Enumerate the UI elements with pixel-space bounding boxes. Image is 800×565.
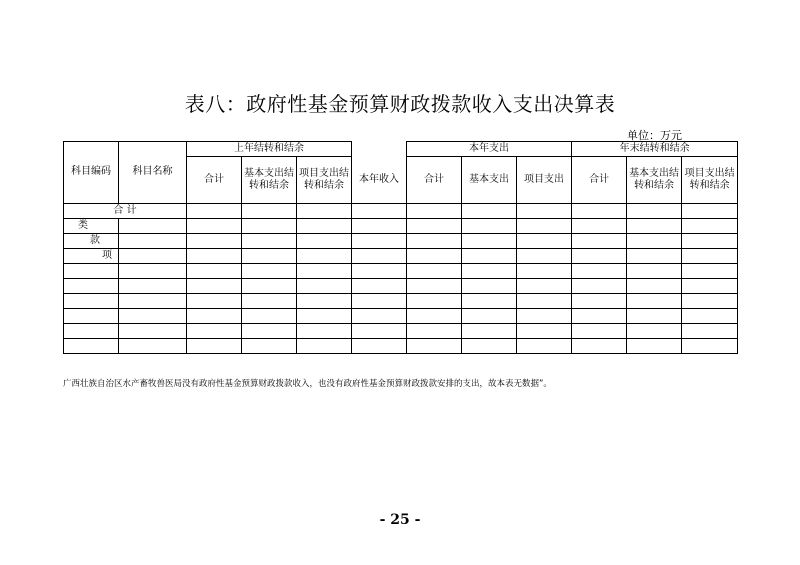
table-row-lei (64, 219, 738, 234)
header-prev-group: 上年结转和结余 (187, 142, 352, 157)
header-exp-project: 项目支出 (517, 157, 572, 204)
table-row (64, 294, 738, 309)
table-row-xiang (64, 249, 738, 264)
table-row (64, 309, 738, 324)
header-name: 科目名称 (119, 142, 187, 204)
row-kuan-label: 款 (64, 234, 119, 249)
table-row (64, 279, 738, 294)
page-title: 表八：政府性基金预算财政拨款收入支出决算表 (184, 92, 616, 116)
table-row (64, 339, 738, 354)
header-prev-basic: 基本支出结转和结余 (242, 157, 297, 204)
table-row (64, 264, 738, 279)
row-lei-label: 类 (64, 219, 119, 234)
header-prev-total: 合计 (187, 157, 242, 204)
header-expense-group: 本年支出 (407, 142, 572, 157)
header-income: 本年收入 (352, 157, 407, 204)
table-row-kuan (64, 234, 738, 249)
header-prev-project: 项目支出结转和结余 (297, 157, 352, 204)
header-end-group: 年末结转和结余 (572, 142, 738, 157)
header-exp-basic: 基本支出 (462, 157, 517, 204)
budget-table (63, 141, 738, 354)
header-end-total: 合计 (572, 157, 627, 204)
footnote: 广西壮族自治区水产畜牧兽医局没有政府性基金预算财政拨款收入，也没有政府性基金预算财政拨款安排的支出，故本表无数据”。 (63, 379, 552, 389)
row-total-label: 合 计 (64, 204, 187, 219)
header-income-top (352, 142, 407, 157)
page-number: - 25 - (379, 512, 421, 528)
header-end-basic: 基本支出结转和结余 (627, 157, 682, 204)
unit-label: 单位：万元 (627, 129, 682, 142)
header-end-project: 项目支出结转和结余 (682, 157, 738, 204)
header-code: 科目编码 (64, 142, 119, 204)
table-row (64, 324, 738, 339)
table-row-total (64, 204, 738, 219)
header-exp-total: 合计 (407, 157, 462, 204)
row-xiang-label: 项 (64, 249, 119, 264)
